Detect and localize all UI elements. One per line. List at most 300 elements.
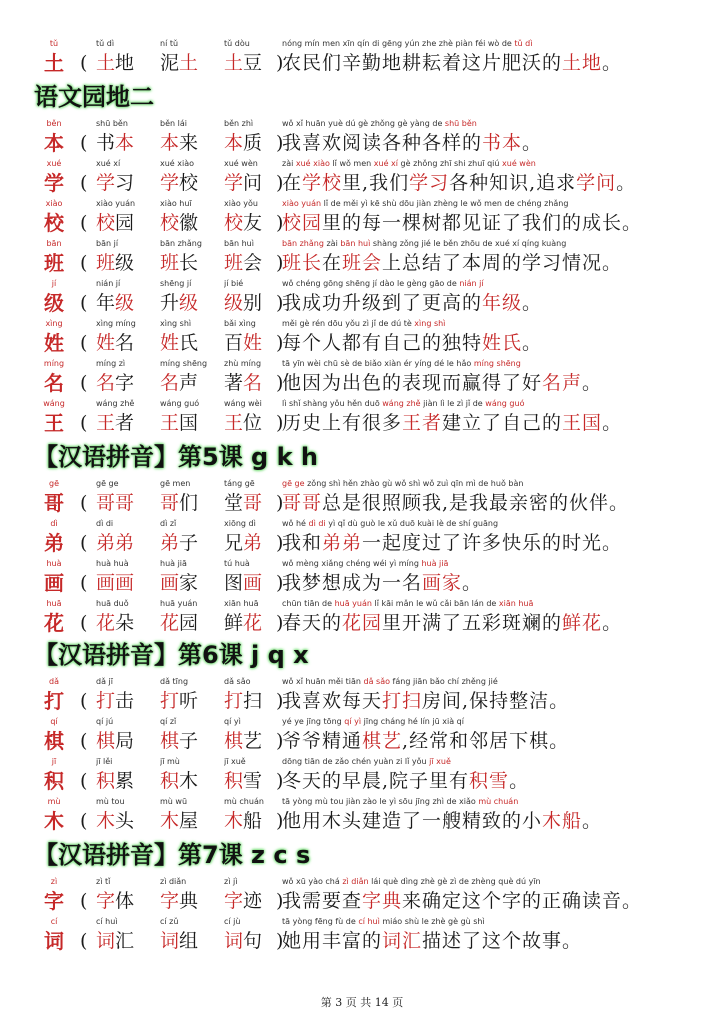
word-pinyin: xué wèn [224, 159, 258, 168]
word-pinyin: cí huì [96, 917, 118, 926]
sentence-text [282, 490, 706, 516]
vocab-word [160, 478, 222, 516]
word-text: 升级 [160, 292, 199, 314]
vocab-row [36, 278, 706, 318]
word-pinyin: bān jí [96, 239, 119, 248]
paren-left: ( [80, 532, 88, 554]
word-text: 打听 [160, 690, 199, 712]
word-pinyin: bān huì [224, 239, 254, 248]
sentence-segment: 每个人都有自己的独特 [282, 332, 483, 354]
word-text: 学校 [160, 172, 199, 194]
word-pinyin: wáng zhě [96, 399, 135, 408]
word-pinyin: huà huà [96, 559, 129, 568]
word-pinyin: qí zǐ [160, 717, 177, 726]
vocab-word [160, 676, 222, 714]
sentence-pinyin-segment: tā yòng mù tou jiàn zào le yì sōu jīng zhì de xiǎo [282, 797, 476, 806]
word-text: 字典 [160, 890, 199, 912]
sentence-pinyin-segment: dōng tiān de zǎo chén yuàn zi lǐ yǒu [282, 757, 427, 766]
word-text: 打扫 [224, 690, 263, 712]
word-pinyin: huā duǒ [96, 599, 129, 608]
example-sentence [282, 796, 706, 834]
word-text: 弟弟 [96, 532, 135, 554]
paren-left: ( [80, 252, 88, 274]
sentence-pinyin-segment: xué wèn [502, 159, 536, 168]
vocab-word [96, 756, 158, 794]
head-character [36, 916, 72, 954]
example-sentence [282, 558, 706, 596]
sentence-text [282, 410, 706, 436]
paren-left: ( [80, 810, 88, 832]
sentence-text [282, 330, 706, 356]
section-title-lesson-6: 【汉语拼音】第6课 j q x [34, 641, 309, 669]
word-text: 本来 [160, 132, 199, 154]
word-text: 班会 [224, 252, 263, 274]
sentence-segment: 房间,保持整洁。 [422, 690, 570, 712]
sentence-pinyin [282, 796, 706, 808]
word-pinyin: xiān huā [224, 599, 259, 608]
sentence-segment: 我和 [282, 532, 323, 554]
vocab-word [96, 716, 158, 754]
sentence-pinyin-segment: jīng cháng hé lín jū xià qí [363, 717, 464, 726]
word-pinyin: tǔ dòu [224, 39, 250, 48]
vocab-word [224, 278, 286, 316]
vocab-row [36, 478, 706, 518]
sentence-pinyin-segment: nóng mín men xīn qín di gēng yún zhe zhè piàn féi wò de [282, 39, 512, 48]
sentence-pinyin-segment: wǒ hé [282, 519, 306, 528]
sentence-highlight: 鲜花 [562, 612, 603, 634]
sentence-highlight: 王国 [562, 412, 603, 434]
head-pinyin: wáng [43, 399, 65, 408]
vocab-word [160, 518, 222, 556]
word-text: 姓名 [96, 332, 135, 354]
sentence-text [282, 290, 706, 316]
vocab-word [224, 478, 286, 516]
vocab-row [36, 558, 706, 598]
sentence-pinyin-segment: xué xiào [295, 159, 330, 168]
word-text: 校徽 [160, 212, 199, 234]
head-character [36, 558, 72, 596]
vocab-word [96, 398, 158, 436]
vocab-word [96, 158, 158, 196]
paren-right: ) [276, 532, 284, 554]
vocab-row [36, 676, 706, 716]
paren-left: ( [80, 770, 88, 792]
word-pinyin: běn lái [160, 119, 187, 128]
head-character [36, 38, 72, 76]
example-sentence [282, 876, 706, 914]
sentence-text [282, 570, 706, 596]
sentence-segment: 。 [602, 412, 623, 434]
vocab-row [36, 598, 706, 638]
vocab-word [160, 398, 222, 436]
sentence-segment: 里开满了五彩斑斓的 [382, 612, 563, 634]
vocab-row [36, 358, 706, 398]
paren-right: ) [276, 292, 284, 314]
word-text: 花园 [160, 612, 199, 634]
vocab-word [224, 518, 286, 556]
word-text: 土地 [96, 52, 135, 74]
word-text: 王位 [224, 412, 263, 434]
sentence-pinyin [282, 318, 706, 330]
head-character [36, 796, 72, 834]
vocab-word [160, 278, 222, 316]
vocab-word [160, 916, 222, 954]
section-title-lesson-5: 【汉语拼音】第5课 g k h [34, 443, 318, 471]
sentence-highlight: 哥哥 [282, 492, 323, 514]
word-text: 泥土 [160, 52, 199, 74]
sentence-pinyin-segment: bān zhǎng [282, 239, 324, 248]
vocab-word [160, 358, 222, 396]
sentence-pinyin-segment: xué xí [373, 159, 398, 168]
word-pinyin: wáng wèi [224, 399, 262, 408]
vocab-row [36, 716, 706, 756]
sentence-pinyin-segment: wǒ chéng gōng shēng jí dào le gèng gāo de [282, 279, 457, 288]
head-pinyin: bān [46, 239, 62, 248]
head-character [36, 198, 72, 236]
paren-right: ) [276, 572, 284, 594]
sentence-segment: 我喜欢每天 [282, 690, 383, 712]
word-text: 著名 [224, 372, 263, 394]
vocab-word [224, 38, 286, 76]
word-pinyin: xiào yuán [96, 199, 136, 208]
sentence-pinyin-segment: měi gè rén dōu yǒu zì jǐ de dú tè [282, 319, 412, 328]
sentence-segment: 。 [522, 292, 543, 314]
sentence-pinyin-segment: lái què dìng zhè gè zì de zhèng què dú yīn [371, 877, 541, 886]
word-pinyin: ní tǔ [160, 39, 179, 48]
sentence-pinyin-segment: míng shēng [473, 359, 521, 368]
vocab-word [160, 38, 222, 76]
sentence-segment: ,经常和邻居下棋。 [402, 730, 570, 752]
sentence-pinyin [282, 398, 706, 410]
word-pinyin: gē ge [96, 479, 119, 488]
head-pinyin: xué [46, 159, 62, 168]
paren-right: ) [276, 172, 284, 194]
sentence-segment: 我成功升级到了更高的 [282, 292, 483, 314]
head-char: 校 [44, 211, 64, 235]
sentence-pinyin-segment: wǒ xǐ huān yuè dú gè zhǒng gè yàng de [282, 119, 443, 128]
example-sentence [282, 478, 706, 516]
sentence-pinyin [282, 716, 706, 728]
word-text: 棋局 [96, 730, 135, 752]
head-char: 学 [44, 171, 64, 195]
sentence-pinyin [282, 238, 706, 250]
word-text: 打击 [96, 690, 135, 712]
page-footer: 第 3 页 共 14 页 [320, 996, 404, 1009]
sentence-pinyin-segment: miáo shù le zhè gè gù shì [382, 917, 485, 926]
vocab-word [160, 198, 222, 236]
word-pinyin: zì diǎn [160, 877, 187, 886]
word-text: 棋艺 [224, 730, 263, 752]
word-text: 木头 [96, 810, 135, 832]
paren-right: ) [276, 730, 284, 752]
sentence-highlight: 年级 [482, 292, 523, 314]
word-text: 词句 [224, 930, 263, 952]
sentence-pinyin-segment: xiān huā [498, 599, 534, 608]
sentence-segment: 。 [602, 52, 623, 74]
paren-left: ( [80, 612, 88, 634]
word-text: 书本 [96, 132, 135, 154]
head-pinyin: míng [43, 359, 65, 368]
head-pinyin: běn [46, 119, 62, 128]
sentence-pinyin [282, 198, 706, 210]
head-pinyin: jí [51, 279, 57, 288]
head-character [36, 598, 72, 636]
sentence-highlight: 姓氏 [482, 332, 523, 354]
paren-left: ( [80, 572, 88, 594]
vocab-word [160, 876, 222, 914]
word-text: 校园 [96, 212, 135, 234]
word-text: 图画 [224, 572, 263, 594]
paren-right: ) [276, 612, 284, 634]
head-pinyin: tǔ [49, 39, 59, 48]
sentence-pinyin-segment: tā yīn wèi chū sè de biǎo xiàn ér yíng dé le hǎo [282, 359, 472, 368]
sentence-segment: 冬天的早晨,院子里有 [282, 770, 470, 792]
head-char: 字 [44, 889, 64, 913]
sentence-segment: 。 [509, 770, 530, 792]
word-pinyin: dì zǐ [160, 519, 177, 528]
sentence-segment: 我需要查 [282, 890, 363, 912]
sentence-highlight: 打扫 [382, 690, 423, 712]
sentence-pinyin-segment: nián jí [459, 279, 484, 288]
word-text: 棋子 [160, 730, 199, 752]
word-pinyin: cí jù [224, 917, 241, 926]
sentence-pinyin-segment: wáng guó [485, 399, 525, 408]
word-pinyin: jī mù [160, 757, 180, 766]
vocab-row [36, 318, 706, 358]
sentence-segment: 历史上有很多 [282, 412, 403, 434]
sentence-text [282, 768, 706, 794]
vocab-row [36, 158, 706, 198]
word-pinyin: dǎ sǎo [224, 677, 251, 686]
sentence-highlight: 书本 [482, 132, 523, 154]
sentence-pinyin [282, 158, 706, 170]
word-pinyin: qí jú [96, 717, 114, 726]
head-pinyin: xìng [45, 319, 63, 328]
sentence-highlight: 词汇 [382, 930, 423, 952]
sentence-pinyin-segment: wáng zhě [382, 399, 421, 408]
head-char: 级 [44, 291, 64, 315]
vocab-word [160, 598, 222, 636]
sentence-pinyin [282, 478, 706, 490]
example-sentence [282, 756, 706, 794]
head-character [36, 398, 72, 436]
sentence-segment: 爷爷精通 [282, 730, 363, 752]
sentence-segment: 春天的 [282, 612, 343, 634]
vocab-word [160, 558, 222, 596]
paren-left: ( [80, 372, 88, 394]
sentence-pinyin-segment: gè zhǒng zhī shi zhuī qiú [400, 159, 500, 168]
head-pinyin: dì [50, 519, 58, 528]
word-pinyin: xiào huī [160, 199, 192, 208]
word-text: 画画 [96, 572, 135, 594]
vocab-word [224, 558, 286, 596]
paren-right: ) [276, 372, 284, 394]
vocab-word [224, 198, 286, 236]
vocab-row [36, 916, 706, 956]
sentence-segment: 。 [582, 810, 603, 832]
paren-left: ( [80, 930, 88, 952]
head-character [36, 118, 72, 156]
vocab-row [36, 118, 706, 158]
head-character [36, 278, 72, 316]
sentence-segment: 。 [522, 332, 543, 354]
word-text: 哥们 [160, 492, 199, 514]
sentence-pinyin-segment: bān huì [340, 239, 371, 248]
vocab-word [224, 118, 286, 156]
sentence-pinyin-segment: xìng shì [414, 319, 446, 328]
word-pinyin: mù wū [160, 797, 188, 806]
sentence-highlight: 学问 [576, 172, 617, 194]
paren-left: ( [80, 332, 88, 354]
word-pinyin: jī lěi [96, 757, 113, 766]
sentence-pinyin-segment: shū běn [444, 119, 477, 128]
sentence-text [282, 370, 706, 396]
sentence-highlight: 班长 [282, 252, 323, 274]
word-pinyin: míng zì [96, 359, 126, 368]
word-text: 王者 [96, 412, 135, 434]
sentence-pinyin-segment: huà jiā [421, 559, 449, 568]
sentence-segment: 我梦想成为一名 [282, 572, 423, 594]
vocab-word [96, 478, 158, 516]
sentence-text [282, 250, 706, 276]
sentence-highlight: 土地 [562, 52, 603, 74]
word-text: 鲜花 [224, 612, 263, 634]
sentence-segment: 在 [322, 252, 343, 274]
word-pinyin: mù tou [96, 797, 125, 806]
sentence-text [282, 210, 706, 236]
paren-left: ( [80, 172, 88, 194]
word-pinyin: xiào yǒu [224, 199, 258, 208]
word-text: 词汇 [96, 930, 135, 952]
vocab-word [96, 118, 158, 156]
sentence-pinyin-segment: jiàn lì le zì jǐ de [423, 399, 483, 408]
word-pinyin: jí bié [224, 279, 244, 288]
head-pinyin: jī [51, 757, 57, 766]
sentence-pinyin [282, 876, 706, 888]
word-text: 字体 [96, 890, 135, 912]
sentence-pinyin-segment: dì di [308, 519, 326, 528]
vocab-word [96, 876, 158, 914]
head-char: 木 [44, 809, 64, 833]
word-pinyin: huà jiā [160, 559, 187, 568]
vocab-row [36, 198, 706, 238]
vocab-word [224, 398, 286, 436]
head-pinyin: qí [50, 717, 58, 726]
vocab-word [224, 598, 286, 636]
sentence-segment: 他因为出色的表现而赢得了好 [282, 372, 543, 394]
head-pinyin: zì [50, 877, 58, 886]
word-text: 积雪 [224, 770, 263, 792]
word-pinyin: huā yuán [160, 599, 198, 608]
vocab-word [160, 716, 222, 754]
sentence-text [282, 728, 706, 754]
sentence-segment: 。 [602, 612, 623, 634]
word-pinyin: cí zǔ [160, 917, 179, 926]
sentence-highlight: 字典 [362, 890, 403, 912]
sentence-pinyin [282, 558, 706, 570]
sentence-pinyin-segment: yé ye jīng tōng [282, 717, 342, 726]
vocab-word [160, 118, 222, 156]
word-pinyin: shū běn [96, 119, 128, 128]
sentence-pinyin-segment: qí yì [344, 717, 362, 726]
vocab-word [96, 318, 158, 356]
sentence-highlight: 班会 [342, 252, 383, 274]
sentence-segment: 。 [462, 572, 483, 594]
word-pinyin: nián jí [96, 279, 121, 288]
word-text: 堂哥 [224, 492, 263, 514]
paren-left: ( [80, 492, 88, 514]
sentence-segment: 。 [522, 132, 543, 154]
word-text: 木船 [224, 810, 263, 832]
vocab-word [96, 916, 158, 954]
word-text: 年级 [96, 292, 135, 314]
head-char: 词 [44, 929, 64, 953]
word-pinyin: tǔ dì [96, 39, 115, 48]
word-pinyin: dǎ jī [96, 677, 113, 686]
example-sentence [282, 118, 706, 156]
sentence-pinyin-segment: wǒ xǐ huān měi tiān [282, 677, 361, 686]
head-char: 哥 [44, 491, 64, 515]
sentence-pinyin [282, 518, 706, 530]
sentence-pinyin-segment: lǐ de měi yì kē shù dōu jiàn zhèng le wǒ men de chéng zhǎng [323, 199, 569, 208]
paren-right: ) [276, 930, 284, 952]
head-char: 班 [44, 251, 64, 275]
vocab-word [96, 676, 158, 714]
vocab-word [96, 38, 158, 76]
sentence-pinyin [282, 598, 706, 610]
head-char: 名 [44, 371, 64, 395]
paren-right: ) [276, 52, 284, 74]
word-pinyin: xué xí [96, 159, 121, 168]
sentence-segment: 里,我们 [342, 172, 410, 194]
word-text: 王国 [160, 412, 199, 434]
head-pinyin: huā [46, 599, 62, 608]
sentence-segment: 我喜欢阅读各种各样的 [282, 132, 483, 154]
sentence-pinyin-segment: tǔ dì [514, 39, 533, 48]
head-pinyin: mù [47, 797, 61, 806]
sentence-pinyin [282, 756, 706, 768]
head-pinyin: xiào [45, 199, 63, 208]
sentence-pinyin-segment: wǒ mèng xiǎng chéng wéi yì míng [282, 559, 419, 568]
sentence-segment: 她用丰富的 [282, 930, 383, 952]
sentence-highlight: 校园 [282, 212, 323, 234]
word-text: 字迹 [224, 890, 263, 912]
head-character [36, 238, 72, 276]
head-char: 积 [44, 769, 64, 793]
head-pinyin: cí [50, 917, 58, 926]
word-pinyin: xìng míng [96, 319, 136, 328]
vocab-word [96, 198, 158, 236]
head-char: 土 [44, 51, 64, 75]
word-pinyin: míng shēng [160, 359, 208, 368]
word-text: 弟子 [160, 532, 199, 554]
vocab-word [224, 796, 286, 834]
word-text: 土豆 [224, 52, 263, 74]
word-pinyin: qí yì [224, 717, 241, 726]
example-sentence [282, 518, 706, 556]
vocab-row [36, 796, 706, 836]
sentence-pinyin [282, 38, 706, 50]
sentence-highlight: 积雪 [469, 770, 510, 792]
sentence-segment: 来确定这个字的正确读音。 [402, 890, 643, 912]
sentence-pinyin-segment: zì diǎn [342, 877, 369, 886]
paren-left: ( [80, 212, 88, 234]
sentence-pinyin-segment: wǒ xū yào chá [282, 877, 340, 886]
head-character [36, 158, 72, 196]
head-character [36, 756, 72, 794]
section-title-lesson-7: 【汉语拼音】第7课 z c s [34, 841, 311, 869]
sentence-highlight: 王者 [402, 412, 443, 434]
